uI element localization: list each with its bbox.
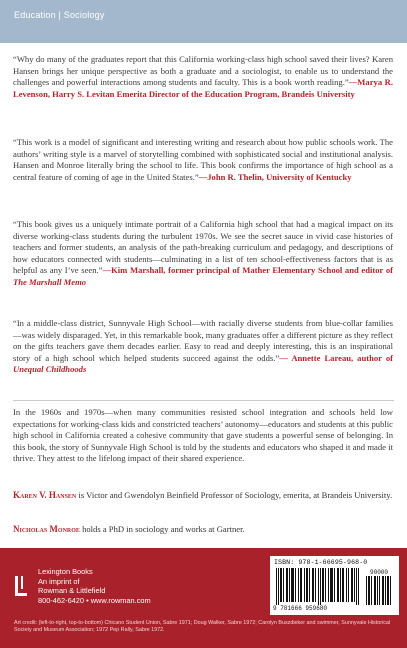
publisher-info: [38, 567, 151, 605]
author-name: Nicholas Monroe: [13, 524, 80, 534]
book-description: In the 1960s and 1970s—when many communities resisted school integration and schools held low expectations for working-class kids and constricted teachers’ autonomy—educators and students at this public high school in California created a cohesive community that gave students a powerful sense of belonging. In this book, the story of Sunnyvale High School is told by the students and educators who shaped it and made it thrive. They attest to the lifelong impact of their shared experience.: [13, 407, 393, 464]
isbn-label: ISBN: 978-1-66695-968-0: [274, 559, 368, 566]
author-bio-text: is Victor and Gwendolyn Beinfield Professor of Sociology, emerita, at Brandeis University.: [76, 490, 393, 500]
barcode-digits: 9 781666 959680: [273, 605, 328, 612]
quote-text: “This work is a model of significant and interesting writing and research about how public schools work. The authors’ writing style is a marvel of storytelling combined with sophisticated social and institutional analysis. Hansen and Monroe literally bring the school to life. This book confirms the importance of high school as a central feature of coming of age in the United States.”: [13, 137, 393, 182]
author-bio: [13, 490, 393, 502]
quote-credit: — Annette Lareau, author of: [279, 352, 394, 363]
barcode-addon: 90000: [370, 569, 389, 576]
publisher-parent: Rowman & Littlefield: [38, 586, 106, 596]
publisher-imprint: An imprint of: [38, 576, 80, 586]
endorsement-quote: [13, 137, 393, 183]
quote-credit-title: Unequal Childhoods: [13, 364, 87, 375]
quote-credit: —Kim Marshall, former principal of Mather Elementary School and editor of: [102, 265, 394, 276]
barcode-icon: [274, 568, 395, 605]
publisher-name: Lexington Books: [38, 567, 93, 576]
quote-text: “In a middle-class district, Sunnyvale High School—with racially diverse students from blue-collar families—was widely disparaged. Yet, in this remarkable book, many graduates offer a different picture as they reflect on the gifts teachers gave them decades earlier. Easy to read and deeply interesting, this is an inspirational story of a high school which helped students succeed against the odds.”: [13, 318, 393, 363]
category-bar: [0, 0, 407, 43]
divider: [13, 400, 394, 401]
author-name: Karen V. Hansen: [13, 490, 77, 500]
endorsement-quote: [13, 54, 393, 100]
author-bio: [13, 524, 393, 536]
endorsement-quote: [13, 318, 393, 376]
quote-text: “Why do many of the graduates report that this California working-class high school saved their lives? Karen Hansen brings her unique perspective as both a graduate and a sociologist, to enable us to understand the challenges and powerful interactions among students and faculty. This is a book worth reading.”: [13, 54, 393, 88]
publisher-logo-icon: [14, 575, 30, 597]
quote-credit: —Marya R. Levenson, Harry S. Levitan Emerita Director of the Education Program, Brandeis University: [13, 77, 393, 99]
quote-credit-title: The Marshall Memo: [13, 276, 87, 287]
isbn-barcode: [270, 556, 399, 615]
author-bio-text: holds a PhD in sociology and works at Gartner.: [79, 524, 245, 534]
endorsement-quote: [13, 219, 393, 289]
quote-text: “This book gives us a uniquely intimate portrait of a California high school that had a magical impact on its diverse working-class students during the turbulent 1970s. We see the secret sauce in vivid case histories of teachers and former students, an analysis of the path-breaking curriculum and pedagogy, and descriptions of how educators connected with students—culminating in a list of ten school-effectiveness factors that is as helpful as any I’ve seen.”: [13, 219, 393, 276]
art-credit: Art credit: (left-to-right, top-to-bottom) Chicano Student Union, Sabre 1971; Doug Walker, Sabre 1972; Carolyn Buszdieker and swimmer, Sunnyvale Historical Society and Museum Association; 1972 Pep Rally, Sabre 1972.: [14, 620, 391, 634]
category-label: Education | Sociology: [14, 10, 105, 20]
publisher-contact: 800-462-6420 • www.rowman.com: [38, 595, 151, 605]
quote-credit: —John R. Thelin, University of Kentucky: [198, 171, 352, 182]
